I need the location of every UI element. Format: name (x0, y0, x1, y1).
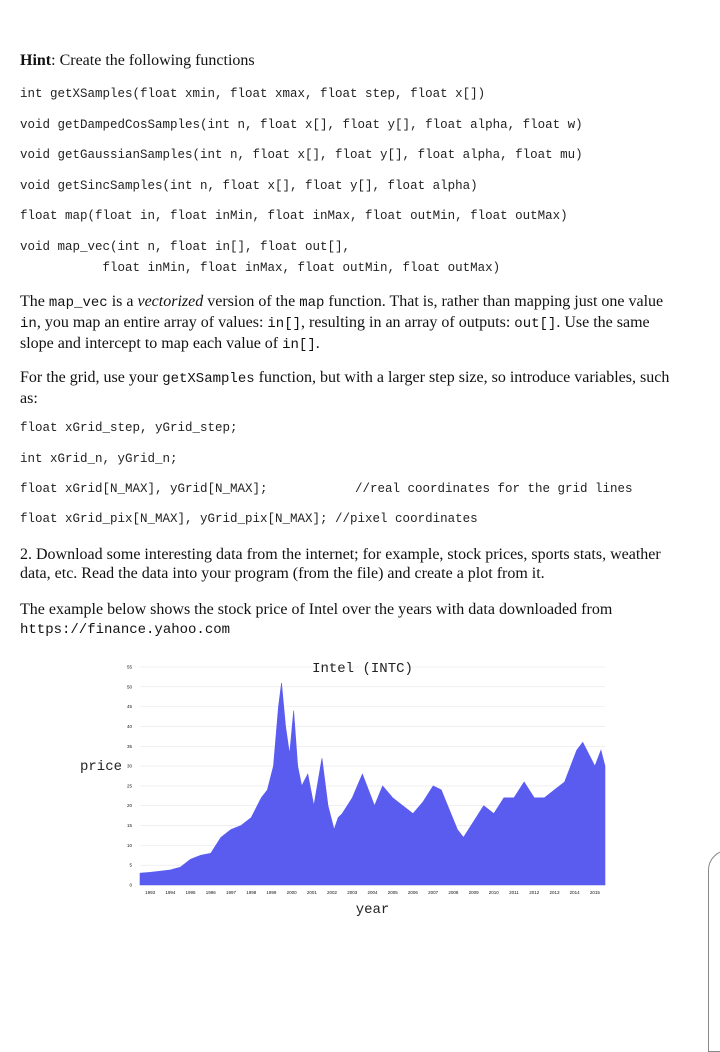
x-tick-label: 2011 (509, 890, 519, 895)
x-tick-label: 2009 (468, 890, 479, 895)
y-tick-label: 50 (126, 684, 132, 690)
x-tick-label: 2015 (589, 890, 600, 895)
paragraph-download: 2. Download some interesting data from the internet; for example, stock prices, sports stats, weather data, etc. Read the data into your program (from the file) and create a plot from it. (20, 546, 661, 582)
x-tick-label: 1993 (145, 890, 156, 895)
hint-line (20, 52, 255, 70)
code-line: float xGrid_pix[N_MAX], yGrid_pix[N_MAX]; //pixel coordinates (20, 512, 478, 526)
y-tick-label: 30 (126, 763, 132, 769)
code-line: void getGaussianSamples(int n, float x[], float y[], float alpha, float mu) (20, 148, 583, 162)
x-tick-label: 2007 (428, 890, 439, 895)
hint-text: : Create the following functions (51, 52, 255, 69)
code-line: void map_vec(int n, float in[], float out[], (20, 240, 351, 254)
x-tick-label: 2004 (367, 890, 378, 895)
url-text: https://finance.yahoo.com (20, 622, 231, 638)
x-tick-label: 2003 (347, 890, 358, 895)
x-tick-label: 2013 (549, 890, 560, 895)
hint-label: Hint (20, 52, 52, 69)
code-line: int getXSamples(float xmin, float xmax, float step, float x[]) (20, 87, 486, 101)
x-tick-label: 1994 (165, 890, 176, 895)
page-corner (708, 850, 720, 1052)
y-tick-label: 35 (126, 743, 132, 749)
y-tick-label: 25 (126, 783, 132, 789)
paragraph-map-vec: The map_vec is a vectorized version of the map function. That is, rather than mapping just one value in, you map an entire array of values: in[], resulting in an array of outputs: out[]. Use the same slope and intercept to map each value of in[]. (20, 293, 664, 353)
price-area (140, 683, 605, 885)
x-tick-label: 2002 (327, 890, 338, 895)
y-tick-label: 10 (126, 842, 132, 848)
intel-stock-chart (75, 655, 615, 925)
code-line: float map(float in, float inMin, float inMax, float outMin, float outMax) (20, 209, 568, 223)
y-tick-label: 15 (126, 823, 132, 829)
x-tick-label: 1997 (225, 890, 236, 895)
x-tick-label: 2005 (387, 890, 398, 895)
code-line: int xGrid_n, yGrid_n; (20, 452, 178, 466)
x-tick-label: 1999 (266, 890, 277, 895)
x-tick-label: 2006 (407, 890, 418, 895)
x-tick-label: 2010 (488, 890, 499, 895)
y-tick-label: 45 (126, 704, 132, 710)
y-tick-label: 5 (129, 862, 132, 868)
x-tick-label: 1995 (185, 890, 196, 895)
code-line: void getSincSamples(int n, float x[], float y[], float alpha) (20, 179, 478, 193)
chart-title: Intel (INTC) (312, 661, 413, 677)
code-line: float xGrid[N_MAX], yGrid[N_MAX]; (20, 482, 268, 496)
y-tick-label: 0 (129, 882, 132, 888)
x-axis-label: year (355, 902, 390, 918)
y-tick-label: 20 (126, 803, 132, 809)
y-tick-label: 40 (126, 723, 132, 729)
code-line: void getDampedCosSamples(int n, float x[], float y[], float alpha, float w) (20, 118, 583, 132)
x-tick-label: 2000 (286, 890, 297, 895)
x-tick-label: 2012 (529, 890, 540, 895)
x-tick-label: 1996 (205, 890, 216, 895)
y-tick-label: 55 (126, 664, 132, 670)
x-tick-label: 2001 (306, 890, 317, 895)
x-tick-label: 2014 (569, 890, 580, 895)
x-tick-label: 2008 (448, 890, 459, 895)
x-tick-label: 1998 (246, 890, 257, 895)
paragraph-grid: For the grid, use your getXSamples function, but with a larger step size, so introduce variables, such as: (20, 369, 670, 407)
paragraph-example: The example below shows the stock price of Intel over the years with data downloaded from https://finance.yahoo.com (20, 601, 613, 638)
y-axis-label: price (80, 759, 123, 776)
code-line: float inMin, float inMax, float outMin, float outMax) (20, 261, 501, 275)
code-line: float xGrid_step, yGrid_step; (20, 421, 238, 435)
code-comment: //real coordinates for the grid lines (355, 482, 633, 496)
